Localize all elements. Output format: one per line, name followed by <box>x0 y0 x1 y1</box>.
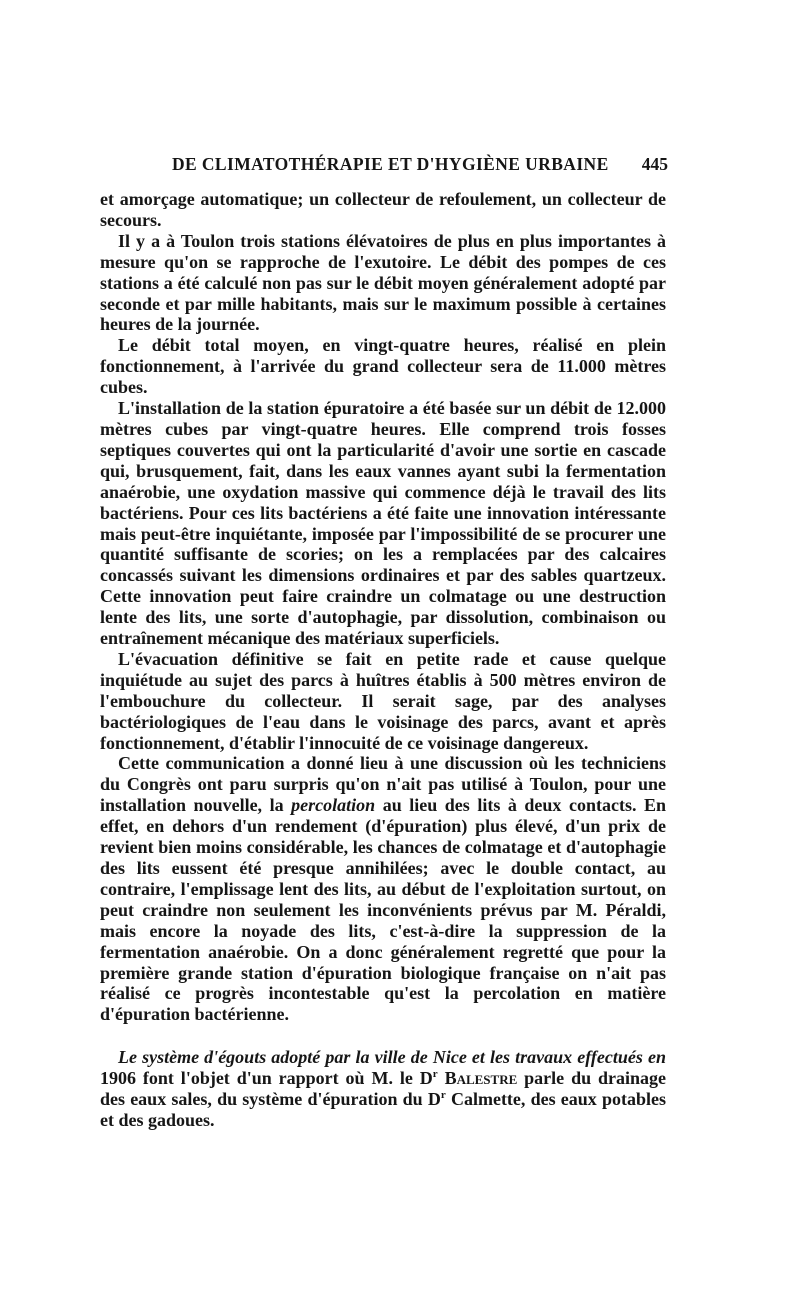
running-title: DE CLIMATOTHÉRAPIE ET D'HYGIÈNE URBAINE <box>172 154 609 174</box>
doctor-abbrev-1: r <box>432 1068 438 1081</box>
paragraph-discussion-part-1: Cette communication a donné lieu à une discussion où les techniciens du Congrès ont paru surpris qu'on n'ait pas utilisé à Toulon, pour une installation nouvelle, la <box>100 753 666 816</box>
paragraph-nice <box>100 1047 666 1131</box>
paragraph-installation: L'installation de la station épuratoire a été basée sur un débit de 12.000 mètres cubes par vingt-quatre heures. Elle comprend trois fosses septiques couvertes qui ont la particularité d'avoir une sortie en cascade qui, brusquement, fait, dans les eaux vannes ayant subi la fermentation anaérobie, une oxydation massive qui commence déjà le travail des lits bactériens. Pour ces lits bactériens a été faite une innovation intéressante mais peut-être inquiétante, imposée par l'impossibilité de se procurer une quantité suffisante de scories; on les a remplacées par des calcaires concassés suivant les dimensions ordinaires et par des sables quartzeux. Cette innovation peut faire craindre un colmatage ou une destruction lente des lits, une sorte d'autophagie, par dissolution, combinaison ou entraînement mécanique des matériaux superficiels. <box>100 398 666 649</box>
paragraph-continuation: et amorçage automatique; un collecteur de refoulement, un collecteur de secours. <box>100 189 666 230</box>
body-text <box>100 189 666 1131</box>
paragraph-stations: Il y a à Toulon trois stations élévatoires de plus en plus importantes à mesure qu'on se rapproche de l'exutoire. Le débit des pompes de ces stations a été calculé non pas sur le débit moyen généralement adopté par seconde et par mille habitants, mais sur le maximum possible à certaines heures de la journée. <box>100 230 666 335</box>
paragraph-evacuation: L'évacuation définitive se fait en petite rade et cause quelque inquiétude au sujet des parcs à huîtres établis à 500 mètres environ de l'embouchure du collecteur. Il serait sage, par des analyses bactériologiques de l'eau dans le voisinage des parcs, avant et après fonctionnement, d'établir l'innocuité de ce voisinage dangereux. <box>100 648 666 753</box>
paragraph-discussion <box>100 753 666 1025</box>
percolation-term: percolation <box>291 795 376 816</box>
paragraph-debit: Le débit total moyen, en vingt-quatre heures, réalisé en plein fonctionnement, à l'arrivée du grand collecteur sera de 11.000 mètres cubes. <box>100 335 666 398</box>
author-balestre: Balestre <box>437 1068 518 1089</box>
paragraph-discussion-part-2: au lieu des lits à deux contacts. En effet, en dehors d'un rendement (d'épuration) plus élevé, d'un prix de revient bien moins considérable, les chances de colmatage et d'autophagie des lits eussent été presque annihilées; avec le double contact, au contraire, l'emplissage lent des lits, au début de l'exploitation surtout, on peut craindre non seulement les inconvénients prévus par M. Péraldi, mais encore la noyade des lits, c'est-à-dire la suppression de la fermentation anaérobie. On a donc généralement regretté que pour la première grande station d'épuration biologique française on n'ait pas réalisé ce progrès incontestable qu'est la percolation en matière d'épuration bactérienne. <box>100 795 667 1025</box>
page-number: 445 <box>641 154 668 174</box>
running-header <box>172 154 668 178</box>
paragraph-nice-part-2: parle du drainage des eaux sales, du système d'épuration du D <box>100 1068 666 1110</box>
nice-report-title: Le système d'égouts adopté par la ville de Nice et les travaux effectués en <box>118 1047 666 1068</box>
paragraph-nice-part-1: 1906 font l'objet d'un rapport où M. le D <box>100 1068 433 1089</box>
paragraph-nice-part-3: Calmette, des eaux potables et des gadoues. <box>100 1089 666 1130</box>
doctor-abbrev-2: r <box>440 1089 446 1102</box>
